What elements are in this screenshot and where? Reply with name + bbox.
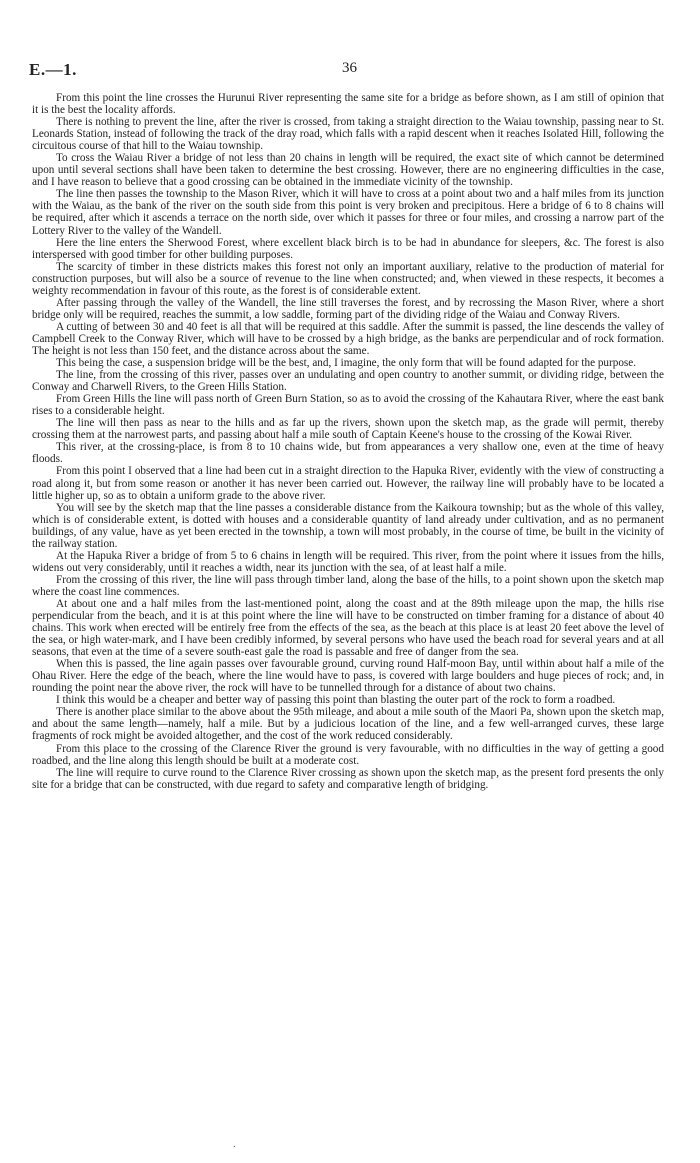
paragraph: The scarcity of timber in these districts makes this forest not only an important auxiliary, relative to the production of material for construction purposes, but will also be a source of revenue to the line when constructed; and, when viewed in these respects, it becomes a weighty recommendation in favour of this route, as the forest is of considerable extent. — [32, 260, 664, 297]
paragraph: From Green Hills the line will pass north of Green Burn Station, so as to avoid the crossing of the Kahautara River, where the east bank rises to a considerable height. — [32, 393, 664, 418]
paragraph: The line will require to curve round to the Clarence River crossing as shown upon the sketch map, as the present ford presents the only site for a bridge that can be constructed, with due regard to safety and comparative length of bridging. — [32, 766, 664, 791]
paragraph: From this point I observed that a line had been cut in a straight direction to the Hapuka River, evidently with the view of constructing a road along it, but from some reason or another it has never been carried out. However, the railway line will probably have to be located a little higher up, so as to obtain a uniform grade to the above river. — [32, 465, 664, 502]
paragraph: After passing through the valley of the Wandell, the line still traverses the forest, and by recrossing the Mason River, where a short bridge only will be required, reaches the summit, a low saddle, forming part of the dividing ridge of the Waiau and Conway Rivers. — [32, 296, 664, 321]
report-body — [32, 92, 664, 791]
paragraph: I think this would be a cheaper and better way of passing this point than blasting the outer part of the rock to form a roadbed. — [56, 694, 616, 707]
document-reference: E.—1. — [29, 60, 77, 79]
paragraph: From the crossing of this river, the line will pass through timber land, along the base of the hills, to a point shown upon the sketch map where the coast line commences. — [32, 573, 664, 598]
paragraph: You will see by the sketch map that the line passes a considerable distance from the Kaikoura township; but as the whole of this valley, which is of considerable extent, is dotted with houses and a considerable quantity of land already under cultivation, and as no permanent buildings, of any value, have as yet been erected in the township, a town will most probably, in the course of time, be built in the vicinity of the railway station. — [32, 501, 664, 550]
paragraph: This river, at the crossing-place, is from 8 to 10 chains wide, but from appearances a very shallow one, even at the time of heavy floods. — [32, 441, 664, 466]
paragraph: The line, from the crossing of this river, passes over an undulating and open country to another summit, or dividing ridge, between the Conway and Charwell Rivers, to the Green Hills Station. — [32, 369, 664, 394]
paragraph: There is nothing to prevent the line, after the river is crossed, from taking a straight direction to the Waiau township, passing near to St. Leonards Station, instead of following the track of the dray road, which falls with a rapid descent when it reaches Isolated Hill, following the circuitous course of that hill to the Waiau township. — [32, 116, 664, 153]
paragraph: The line will then pass as near to the hills and as far up the rivers, shown upon the sketch map, as the grade will permit, thereby crossing them at the narrowest parts, and passing about half a mile south of Captain Keene's house to the crossing of the Kowai River. — [32, 417, 664, 442]
paragraph: To cross the Waiau River a bridge of not less than 20 chains in length will be required, the exact site of which cannot be determined upon until several sections shall have been taken to determine the best crossing. However, there are no engineering difficulties in the case, and I have reason to believe that a good crossing can be obtained in the immediate vicinity of the township. — [32, 152, 664, 189]
paragraph: There is another place similar to the above about the 95th mileage, and about a mile south of the Maori Pa, shown upon the sketch map, and about the same length—namely, half a mile. But by a judicious location of the line, and a few well-arranged curves, these large fragments of rock might be avoided altogether, and the cost of the work reduced considerably. — [32, 706, 664, 743]
paragraph: The line then passes the township to the Mason River, which it will have to cross at a point about two and a half miles from its junction with the Waiau, as the bank of the river on the south side from this point is very broken and precipitous. Here a bridge of 6 to 8 chains will be required, after which it ascends a terrace on the north side, over which it passes for three or four miles, and crossing a narrow part of the Lottery River to the valley of the Wandell. — [32, 188, 664, 237]
paragraph: This being the case, a suspension bridge will be the best, and, I imagine, the only form that will be found adapted for the purpose. — [56, 357, 637, 370]
paragraph: When this is passed, the line again passes over favourable ground, curving round Half-moon Bay, until within about half a mile of the Ohau River. Here the edge of the beach, where the line would have to pass, is covered with large boulders and huge pieces of rock; and, in rounding the point near the above river, the rock will have to be tunnelled through for a distance of about two chains. — [32, 658, 664, 695]
paragraph: At the Hapuka River a bridge of from 5 to 6 chains in length will be required. This river, from the point where it issues from the hills, widens out very considerably, until it reaches a width, near its junction with the sea, of at least half a mile. — [32, 549, 664, 574]
paragraph: A cutting of between 30 and 40 feet is all that will be required at this saddle. After the summit is passed, the line descends the valley of Campbell Creek to the Conway River, which will have to be crossed by a high bridge, as the banks are perpendicular and of rock formation. The height is not less than 150 feet, and the distance across about the same. — [32, 320, 664, 357]
paragraph: At about one and a half miles from the last-mentioned point, along the coast and at the 89th mileage upon the map, the hills rise perpendicular from the beach, and it is at this point where the line will have to be constructed on timber framing for a distance of about 40 chains. This work when erected will be entirely free from the effects of the sea, as the beach at this place is at least 20 feet above the level of the sea, or high water-mark, and I have been credibly informed, by several persons who have used the beach road for several years and at all seasons, that even at the time of a severe south-east gale the road is passable and free of danger from the sea. — [32, 597, 664, 659]
footer-mark: . — [233, 1138, 236, 1150]
page-number: 36 — [342, 60, 357, 76]
paragraph: From this place to the crossing of the Clarence River the ground is very favourable, with no difficulties in the way of getting a good roadbed, and the line along this length should be built at a moderate cost. — [32, 742, 664, 767]
page-header — [29, 60, 670, 82]
paragraph: From this point the line crosses the Hurunui River representing the same site for a bridge as before shown, as I am still of opinion that it is the best the locality affords. — [32, 92, 664, 117]
paragraph: Here the line enters the Sherwood Forest, where excellent black birch is to be had in abundance for sleepers, &c. The forest is also interspersed with good timber for other building purposes. — [32, 236, 664, 261]
